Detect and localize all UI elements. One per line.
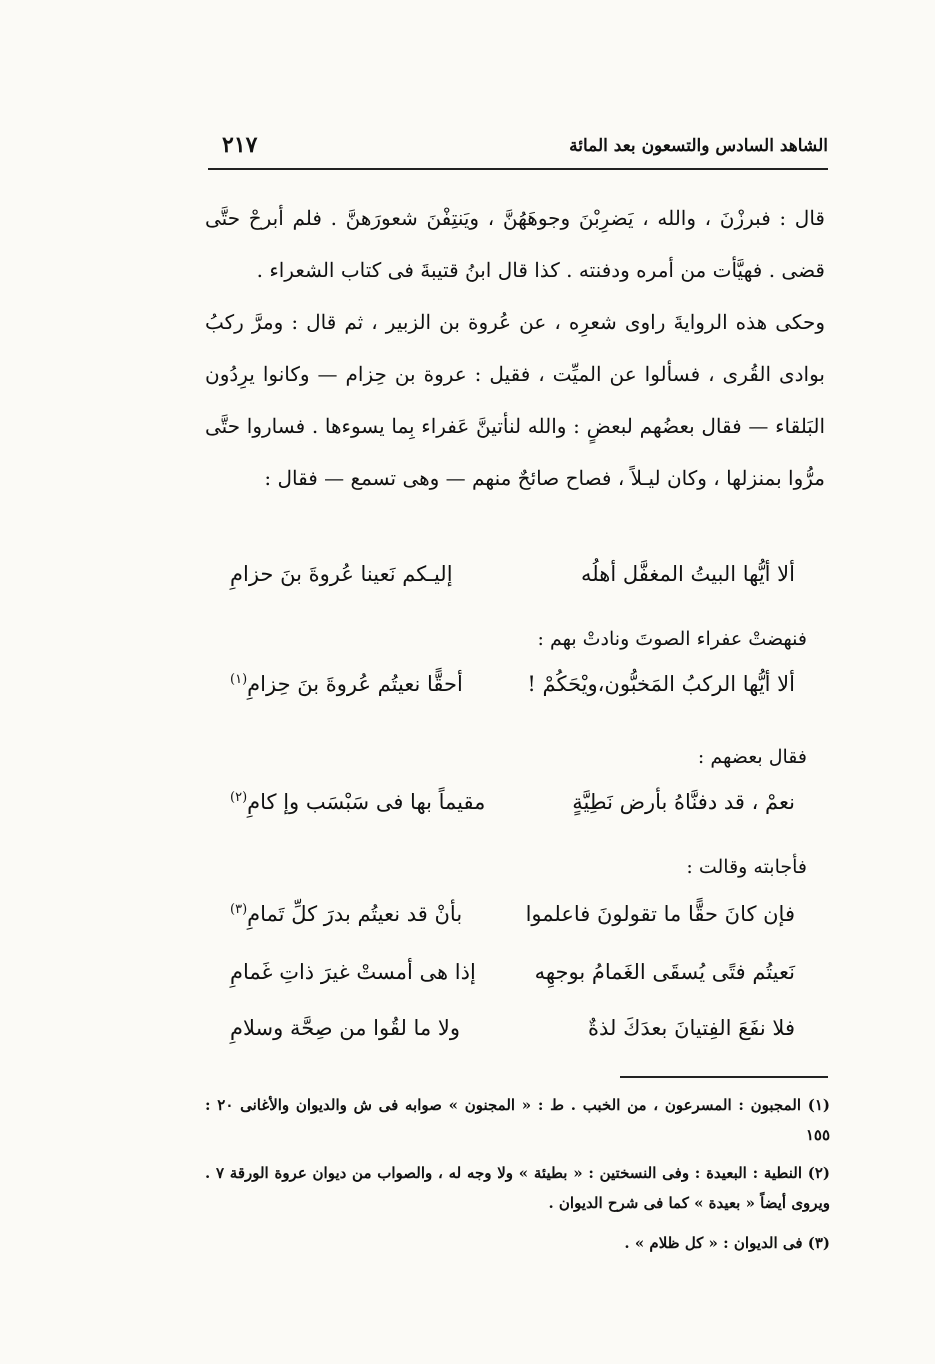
verse-1-second-hemistich: إليـكم نَعينا عُروةَ بنَ حزامِ [230,562,453,586]
verse-3-text: مقيماً بها فى سَبْسَب وإ كامِ [247,790,486,814]
footnote-ref-2: (٢) [230,790,248,805]
footnote-2: (٢) النطية : البعيدة : وفى النسختين : « بطيئة » ولا وجه له ، والصواب من ديوان عروة الورقة ٧ . ويروى أيضاً « بعيدة » كما فى شرح الديوان . [205,1164,830,1212]
paragraph-1: قال : فبرزْنَ ، والله ، يَضرِبْنَ وجوهَهُنَّ ، ويَنتِفْنَ شعورَهنَّ . فلم أبرحْ حتَّى قضى . فهيَّأت من أمره ودفنته . كذا قال ابنُ قتيبةَ فى كتاب الشعراء . [205,206,825,282]
intro-line-2: فقال بعضهم : [697,746,807,768]
running-header [208,132,828,172]
verse-3-second-hemistich [230,790,485,814]
verse-2-second-hemistich [230,672,463,696]
verse-line-5 [230,960,795,1010]
verse-2-first-hemistich: ألا أيُّها الركبُ المَخبُّون،ويْحَكُمْ ! [527,672,795,696]
verse-line-4 [230,902,795,952]
verse-5-second-hemistich: إذا هى أمستْ غيرَ ذاتِ غَمامِ [230,960,476,984]
verse-1-first-hemistich: ألا أيُّها البيتُ المغفَّل أهلُه [581,562,795,586]
footnote-1: (١) المجبون : المسرعون ، من الخبب . ط : « المجنون » صوابه فى ش والديوان والأغانى ٢٠ : ١٥٥ [205,1096,830,1144]
verse-5-first-hemistich: نَعيتُم فتًى يُسقَى الغَمامُ بوجهِه [534,960,795,984]
verse-4-text: بأنْ قد نعيتُم بدرَ كلِّ تَمامِ [247,902,463,926]
footnote-rule [620,1076,828,1078]
paragraph-2: وحكى هذه الروايةَ راوى شعرِه ، عن عُروة بن الزبير ، ثم قال : ومرَّ ركبُ بوادى القُرى ، فسألوا عن الميِّت ، فقيل : عروة بن حِزام — وكانوا يرِدُون البَلقاء — فقال بعضُهم لبعضٍ : والله لنأتينَّ عَفراء بِما يسوءها . فساروا حتَّى مرُّوا بمنزلها ، وكان ليـلاً ، فصاح صائحٌ منهم — وهى تسمع — فقال : [205,310,825,490]
verse-3-first-hemistich: نعمْ ، قد دفنَّاهُ بأرض نَطِيَّةٍ [572,790,795,814]
footnote-ref-1: (١) [230,672,248,687]
verse-line-2 [230,672,795,722]
intro-line-3: فأجابته وقالت : [686,856,807,878]
page-number: ٢١٧ [222,132,258,158]
verse-line-1 [230,562,795,612]
footnote-ref-3: (٣) [230,902,248,917]
intro-line-1: فنهضتْ عفراء الصوتَ ونادتْ بهم : [537,628,807,650]
verse-2-text: أحقًّا نعيتُم عُروةَ بنَ حِزامِ [247,672,463,696]
verse-4-second-hemistich [230,902,462,926]
verse-line-6 [230,1016,795,1066]
verse-4-first-hemistich: فإن كانَ حقًّا ما تقولونَ فاعلموا [525,902,795,926]
verse-6-first-hemistich: فلا نفَعَ الفِتيانَ بعدَكَ لذةٌ [588,1016,795,1040]
running-title: الشاهد السادس والتسعون بعد المائة [569,136,828,156]
verse-line-3 [230,790,795,840]
footnote-3: (٣) فى الديوان : « كل ظلام » . [624,1234,830,1252]
verse-6-second-hemistich: ولا ما لقُوا من صِحَّة وسلامِ [230,1016,460,1040]
header-rule [208,168,828,170]
